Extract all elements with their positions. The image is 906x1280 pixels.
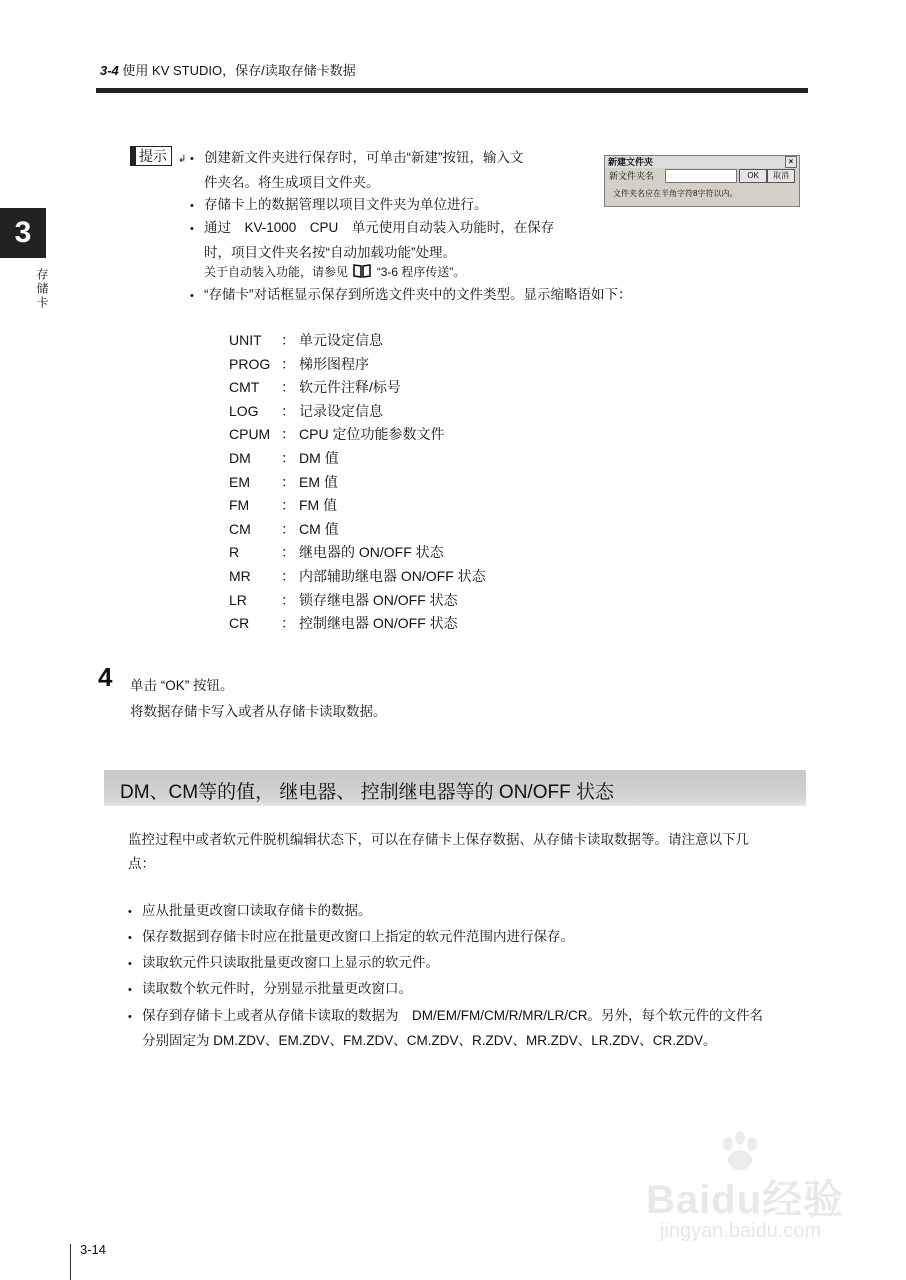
abbreviation-value: 控制继电器 ON/OFF 状态 bbox=[299, 615, 458, 632]
step-number: 4 bbox=[98, 662, 113, 692]
abbreviation-key: CPUM bbox=[229, 426, 271, 443]
abbreviation-key: LR bbox=[229, 591, 247, 608]
bullet-icon: • bbox=[128, 906, 132, 918]
page-number: 3-14 bbox=[80, 1242, 107, 1257]
abbreviation-value: EM 值 bbox=[299, 473, 338, 490]
bullet-icon: • bbox=[190, 290, 194, 302]
hint-bullet-4: • “存储卡”对话框显示保存到所选文件夹中的文件类型。显示缩略语如下： bbox=[190, 283, 632, 308]
close-icon[interactable]: × bbox=[785, 156, 797, 168]
section-bullet-4: • 读取数个软元件时，分别显示批量更改窗口。 bbox=[128, 977, 818, 1002]
abbreviation-colon: ： bbox=[281, 567, 295, 584]
abbreviation-colon: ： bbox=[281, 473, 295, 490]
folder-name-input[interactable] bbox=[665, 169, 737, 183]
abbreviation-value: 梯形图程序 bbox=[299, 355, 369, 372]
abbreviation-colon: ： bbox=[281, 615, 295, 632]
dialog-field-label: 新文件夹名 bbox=[609, 171, 655, 181]
cross-reference-link[interactable]: “3-6 程序传送”。 bbox=[376, 265, 466, 279]
abbreviation-colon: ： bbox=[281, 449, 295, 466]
abbreviation-value: CM 值 bbox=[299, 520, 339, 537]
book-icon bbox=[353, 264, 371, 278]
abbreviation-value: CPU 定位功能参数文件 bbox=[299, 426, 445, 443]
bullet-icon: • bbox=[128, 1011, 132, 1023]
abbreviation-value: 记录设定信息 bbox=[299, 402, 383, 419]
hint-corner-icon: ↲ bbox=[178, 154, 187, 165]
bullet-icon: • bbox=[190, 153, 194, 165]
abbreviation-value: 单元设定信息 bbox=[299, 332, 383, 348]
bullet-icon: • bbox=[190, 223, 194, 235]
abbreviation-colon: ： bbox=[281, 426, 295, 443]
header-title: 使用 KV STUDIO，保存/读取存储卡数据 bbox=[122, 63, 356, 78]
abbreviation-value: 锁存继电器 ON/OFF 状态 bbox=[299, 591, 458, 608]
abbreviation-colon: ： bbox=[281, 591, 295, 608]
abbreviation-key: UNIT bbox=[229, 332, 262, 348]
dialog-cancel-button[interactable]: 取消 bbox=[767, 169, 795, 183]
abbreviation-key: MR bbox=[229, 567, 251, 584]
abbreviation-colon: ： bbox=[281, 402, 295, 419]
abbreviation-key: R bbox=[229, 544, 240, 561]
abbreviation-key: EM bbox=[229, 473, 250, 490]
abbreviation-value: FM 值 bbox=[299, 497, 338, 514]
abbreviation-key: LOG bbox=[229, 402, 259, 419]
header-section-number: 3-4 bbox=[100, 63, 119, 78]
dialog-title-bar bbox=[605, 156, 799, 168]
watermark-logo: Baidu经验 bbox=[646, 1178, 845, 1222]
section-intro: 监控过程中或者软元件脱机编辑状态下，可以在存储卡上保存数据、从存储卡读取数据等。请注意以下几 点： bbox=[128, 832, 749, 871]
dialog-note: 文件夹名应在半角字符8字符以内。 bbox=[613, 189, 738, 198]
hint-bullet-1: • 创建新文件夹进行保存时，可单击“新建”按钮，输入文 件夹名。将生成项目文件夹。 bbox=[190, 150, 524, 190]
abbreviation-value: DM 值 bbox=[299, 449, 339, 466]
chapter-label: 存储卡 bbox=[35, 268, 49, 310]
bullet-icon: • bbox=[128, 932, 132, 944]
abbreviation-key: CM bbox=[229, 520, 251, 537]
new-folder-dialog bbox=[604, 155, 800, 207]
abbreviation-colon: ： bbox=[281, 520, 295, 537]
section-bullet-5: • 保存到存储卡上或者从存储卡读取的数据为 DM/EM/FM/CM/R/MR/LR/CR。另外，每个软元件的文件名 分别固定为 DM.ZDV、EM.ZDV、FM.ZDV、CM.ZDV、R.ZDV、MR.ZDV、LR.ZDV、CR.ZDV。 bbox=[128, 1004, 818, 1053]
bullet-icon: • bbox=[128, 984, 132, 996]
dialog-title: 新建文件夹 bbox=[608, 157, 654, 167]
hint-badge: 提示 bbox=[130, 146, 172, 166]
page-header bbox=[100, 60, 356, 79]
dialog-ok-button[interactable]: OK bbox=[739, 169, 767, 183]
chapter-tab: 3 bbox=[0, 208, 46, 258]
abbreviation-key: PROG bbox=[229, 355, 271, 372]
footer-rule bbox=[70, 1244, 71, 1280]
abbreviation-colon: ： bbox=[281, 544, 295, 561]
section-bullet-2: • 保存数据到存储卡时应在批量更改窗口上指定的软元件范围内进行保存。 bbox=[128, 925, 818, 950]
abbreviation-key: CR bbox=[229, 615, 250, 632]
abbreviation-key: CMT bbox=[229, 379, 260, 396]
abbreviation-colon: ： bbox=[281, 379, 295, 396]
bullet-icon: • bbox=[128, 958, 132, 970]
step-title: 单击 “OK” 按钮。 bbox=[130, 678, 234, 693]
abbreviation-value: 继电器的 ON/OFF 状态 bbox=[299, 544, 444, 561]
section-title: DM、CM等的值， 继电器、 控制继电器等的 ON/OFF 状态 bbox=[120, 782, 614, 803]
abbreviation-key: DM bbox=[229, 449, 251, 466]
step-description: 将数据存储卡写入或者从存储卡读取数据。 bbox=[130, 704, 387, 719]
header-rule bbox=[96, 88, 808, 93]
abbreviation-value: 内部辅助继电器 ON/OFF 状态 bbox=[299, 567, 486, 584]
hint-bullet-3: • 通过 KV-1000 CPU 单元使用自动装入功能时，在保存 时，项目文件夹名按“自动加载功能”处理。 bbox=[190, 220, 555, 260]
watermark-url: jingyan.baidu.com bbox=[660, 1220, 822, 1242]
hint-bullet-2: • 存储卡上的数据管理以项目文件夹为单位进行。 bbox=[190, 193, 488, 218]
section-bullet-3: • 读取软元件只读取批量更改窗口上显示的软元件。 bbox=[128, 951, 818, 976]
abbreviation-colon: ： bbox=[281, 332, 295, 348]
abbreviation-colon: ： bbox=[281, 355, 295, 372]
bullet-icon: • bbox=[190, 200, 194, 212]
abbreviation-key: FM bbox=[229, 497, 250, 514]
section-bullet-1: • 应从批量更改窗口读取存储卡的数据。 bbox=[128, 899, 818, 924]
abbreviation-value: 软元件注释/标号 bbox=[299, 379, 401, 396]
abbreviation-colon: ： bbox=[281, 497, 295, 514]
cross-reference: 关于自动装入功能，请参见 “3-6 程序传送”。 bbox=[204, 265, 466, 279]
